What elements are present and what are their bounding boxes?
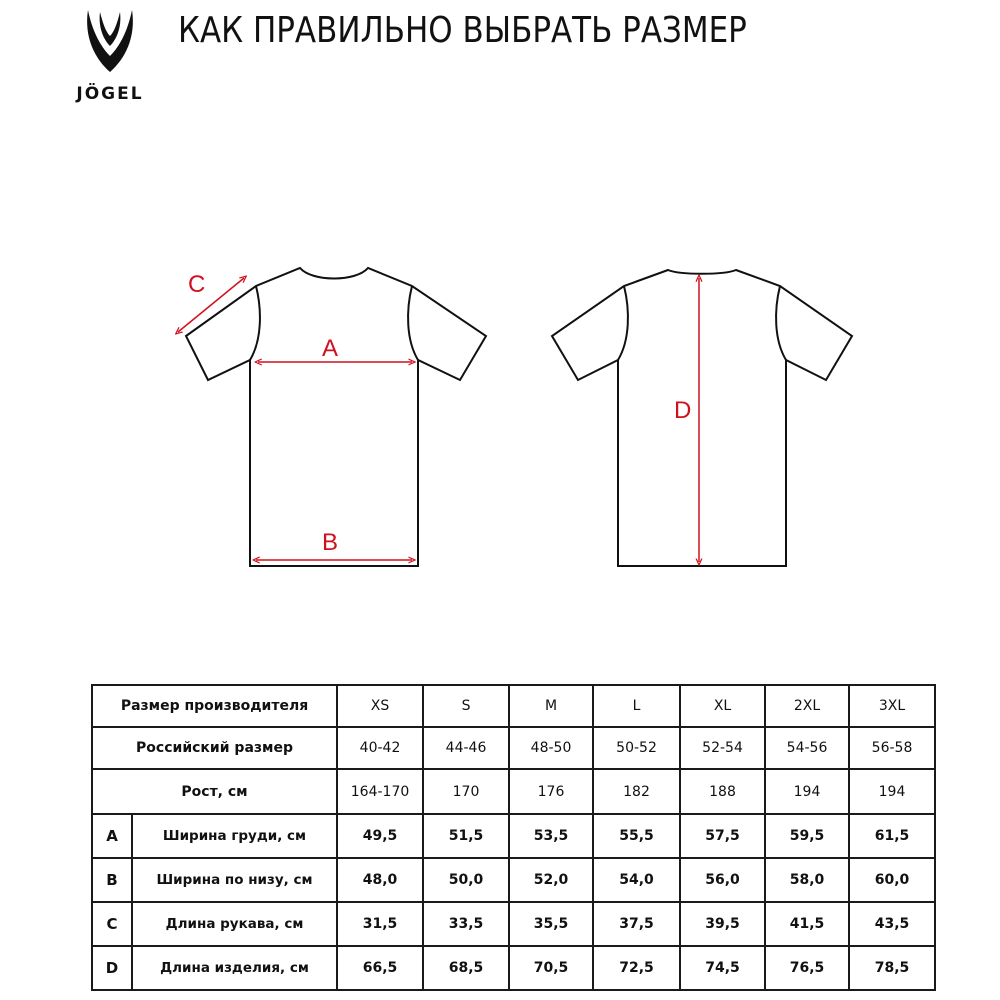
measure-d-label: D <box>674 397 692 424</box>
measurement-value: 53,5 <box>509 814 593 858</box>
size-cell: XL <box>680 685 765 727</box>
measurement-value: 48,0 <box>337 858 423 902</box>
tshirt-diagram <box>0 230 1000 610</box>
measurement-name: Ширина по низу, см <box>132 858 337 902</box>
measurement-value: 58,0 <box>765 858 849 902</box>
size-cell: L <box>593 685 680 727</box>
size-cell: XS <box>337 685 423 727</box>
front-shirt-outline <box>186 268 486 566</box>
height-cell: 194 <box>765 769 849 814</box>
manufacturer-size-row <box>92 685 935 727</box>
height-cell: 164-170 <box>337 769 423 814</box>
size-cell: M <box>509 685 593 727</box>
brand-mark-icon <box>80 6 140 78</box>
measurement-value: 57,5 <box>680 814 765 858</box>
height-label: Рост, см <box>92 769 337 814</box>
russian-size-cell: 48-50 <box>509 727 593 769</box>
measurement-value: 61,5 <box>849 814 935 858</box>
measurement-value: 66,5 <box>337 946 423 990</box>
measurement-letter: A <box>92 814 132 858</box>
measurement-value: 54,0 <box>593 858 680 902</box>
measurement-value: 39,5 <box>680 902 765 946</box>
size-cell: S <box>423 685 509 727</box>
height-cell: 188 <box>680 769 765 814</box>
back-shirt-outline <box>552 270 852 566</box>
measurement-value: 72,5 <box>593 946 680 990</box>
measure-a-label: A <box>322 335 339 362</box>
measurement-value: 56,0 <box>680 858 765 902</box>
measurement-row-c <box>92 902 935 946</box>
measurement-value: 70,5 <box>509 946 593 990</box>
russian-size-cell: 50-52 <box>593 727 680 769</box>
size-cell: 2XL <box>765 685 849 727</box>
measurement-value: 52,0 <box>509 858 593 902</box>
measurement-value: 49,5 <box>337 814 423 858</box>
measurement-value: 41,5 <box>765 902 849 946</box>
russian-size-cell: 52-54 <box>680 727 765 769</box>
measurement-name: Длина рукава, см <box>132 902 337 946</box>
height-cell: 182 <box>593 769 680 814</box>
measure-b-label: B <box>322 529 339 556</box>
measurement-row-d <box>92 946 935 990</box>
measurement-name: Ширина груди, см <box>132 814 337 858</box>
measurement-value: 76,5 <box>765 946 849 990</box>
measurement-value: 74,5 <box>680 946 765 990</box>
russian-size-label: Российский размер <box>92 727 337 769</box>
size-table <box>91 684 936 991</box>
measurement-value: 68,5 <box>423 946 509 990</box>
measure-c-label: C <box>188 271 206 298</box>
measurement-value: 51,5 <box>423 814 509 858</box>
measurement-value: 60,0 <box>849 858 935 902</box>
height-cell: 170 <box>423 769 509 814</box>
measurement-value: 43,5 <box>849 902 935 946</box>
russian-size-cell: 44-46 <box>423 727 509 769</box>
measurement-value: 35,5 <box>509 902 593 946</box>
height-row <box>92 769 935 814</box>
measurement-value: 59,5 <box>765 814 849 858</box>
russian-size-cell: 40-42 <box>337 727 423 769</box>
measurement-letter: C <box>92 902 132 946</box>
measurement-value: 31,5 <box>337 902 423 946</box>
measurement-value: 55,5 <box>593 814 680 858</box>
height-cell: 176 <box>509 769 593 814</box>
russian-size-cell: 56-58 <box>849 727 935 769</box>
brand-name: JÖGEL <box>76 84 144 104</box>
measurement-value: 33,5 <box>423 902 509 946</box>
page-title: КАК ПРАВИЛЬНО ВЫБРАТЬ РАЗМЕР <box>178 10 747 51</box>
measurement-value: 50,0 <box>423 858 509 902</box>
russian-size-cell: 54-56 <box>765 727 849 769</box>
manufacturer-size-label: Размер производителя <box>92 685 337 727</box>
measurement-row-b <box>92 858 935 902</box>
measurement-name: Длина изделия, см <box>132 946 337 990</box>
measurement-row-a <box>92 814 935 858</box>
measurement-letter: B <box>92 858 132 902</box>
measurement-letter: D <box>92 946 132 990</box>
russian-size-row <box>92 727 935 769</box>
measurement-value: 78,5 <box>849 946 935 990</box>
height-cell: 194 <box>849 769 935 814</box>
size-cell: 3XL <box>849 685 935 727</box>
brand-logo <box>58 6 162 106</box>
measurement-value: 37,5 <box>593 902 680 946</box>
